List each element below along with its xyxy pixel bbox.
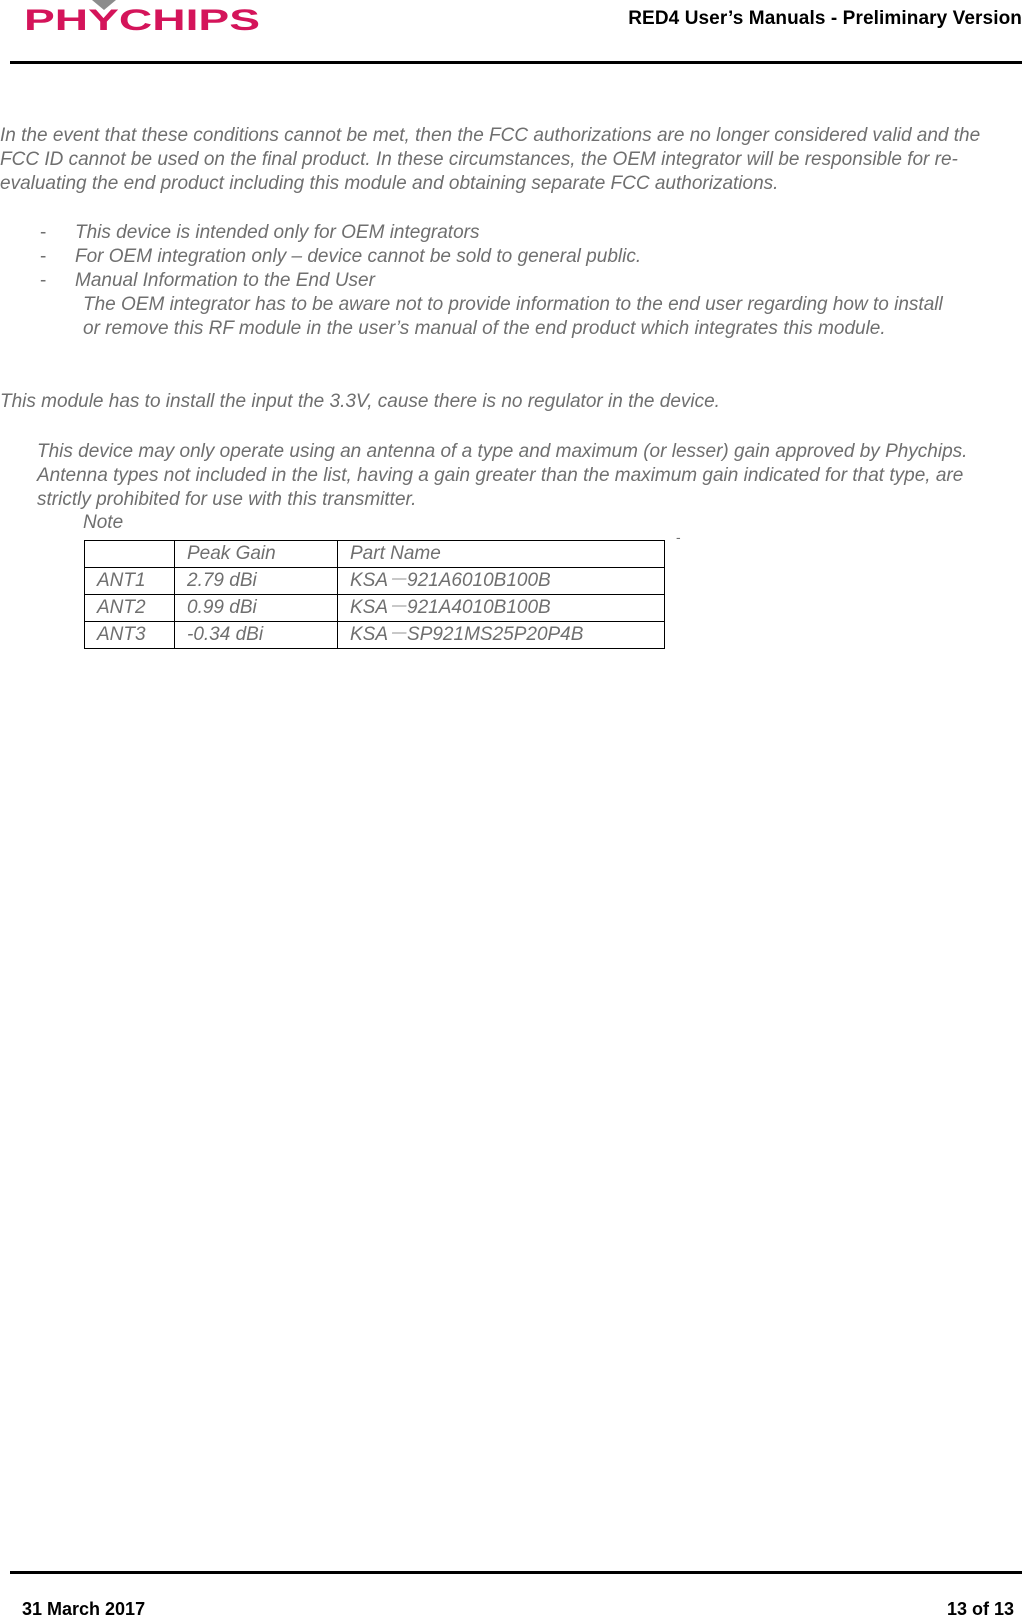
bullet-text: This device is intended only for OEM integrators [75,222,480,243]
table-cell: 2.79 dBi [175,568,338,595]
table-cell: KSA－SP921MS25P20P4B [338,622,665,649]
header-divider [10,61,1022,64]
manual-info-paragraph: The OEM integrator has to be aware not to provide information to the end user regarding how to install or remove this RF module in the user’s manual of the end product which integrates this module. [83,294,943,339]
bullet-dash: - [40,222,47,243]
table-cell: ANT2 [85,595,175,622]
trailing-dash: - [676,529,681,545]
fcc-conditions-paragraph: In the event that these conditions cannot be met, then the FCC authorizations are no longer considered valid and the FCC ID cannot be used on the final product. In these circumstances, the OEM integrator will be responsible for re-evaluating the end product including this module and obtaining separate FCC authorizations. [0,125,981,194]
footer-divider [10,1571,1022,1574]
table-header-cell: Part Name [338,541,665,568]
bullet-text: Manual Information to the End User [75,270,375,291]
antenna-paragraph: This device may only operate using an antenna of a type and maximum (or lesser) gain approved by Phychips. Antenna types not included in the list, having a gain greater than the maximum gain indicated for that type, are strictly prohibited for use with this transmitter. [37,441,968,510]
table-row [85,568,665,595]
note-label: Note [83,512,124,533]
footer-date: 31 March 2017 [22,1599,146,1619]
list-item [40,221,940,245]
page-header [0,0,1028,66]
logo-wordmark: PHYCHIPS [24,4,260,34]
table-header-cell: Peak Gain [175,541,338,568]
phychips-logo [24,0,269,34]
table-cell: KSA－921A6010B100B [338,568,665,595]
table-header-row [85,541,665,568]
bullet-dash: - [40,246,47,267]
list-item [40,245,940,269]
antenna-table [84,540,665,649]
table-row [85,622,665,649]
bullet-text: For OEM integration only – device cannot be sold to general public. [75,246,642,267]
table-cell: KSA－921A4010B100B [338,595,665,622]
table-cell: 0.99 dBi [175,595,338,622]
table-cell: ANT3 [85,622,175,649]
page-number: 13 of 13 [946,1599,1014,1619]
table-header-cell [85,541,175,568]
document-title: RED4 User’s Manuals - Preliminary Version [628,8,1022,29]
power-input-paragraph: This module has to install the input the 3.3V, cause there is no regulator in the device. [0,391,720,412]
table-cell: ANT1 [85,568,175,595]
table-row [85,595,665,622]
list-item [40,269,940,293]
bullet-dash: - [40,270,47,291]
table-cell: -0.34 dBi [175,622,338,649]
